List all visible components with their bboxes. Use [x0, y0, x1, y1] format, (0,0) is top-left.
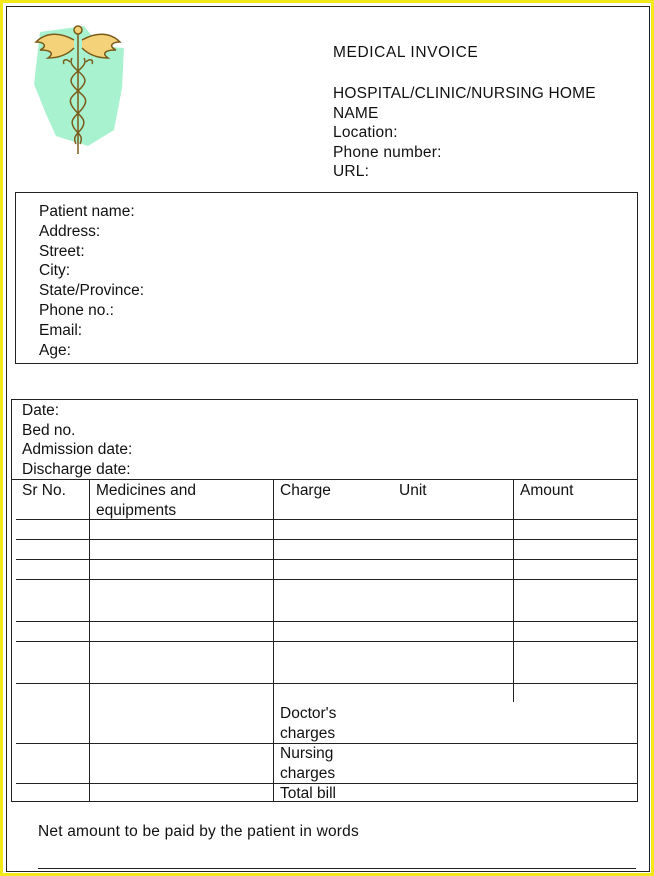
net-amount-label: Net amount to be paid by the patient in words [38, 823, 359, 840]
facility-line: HOSPITAL/CLINIC/NURSING HOME [333, 85, 596, 102]
billing-meta-field: Admission date: [22, 441, 133, 459]
table-rule [16, 683, 637, 684]
patient-field: Age: [39, 341, 71, 359]
facility-info [333, 84, 596, 182]
column-header-medicines-line: Medicines and [96, 482, 196, 499]
column-divider [273, 479, 274, 801]
patient-field: State/Province: [39, 282, 145, 300]
table-rule [16, 621, 637, 622]
table-rule [16, 559, 637, 560]
caduceus-logo [26, 18, 136, 158]
nursing-charges-line: Nursing [280, 745, 334, 762]
column-header-amount: Amount [520, 482, 574, 499]
doctor-charges-line: charges [280, 724, 336, 742]
table-rule [16, 641, 637, 642]
billing-meta-field: Date: [22, 402, 60, 419]
doctor-charges-line: Doctor's [280, 705, 337, 722]
column-divider [513, 479, 514, 702]
facility-line: Location: [333, 124, 398, 142]
column-header-unit: Unit [399, 482, 427, 499]
column-divider [89, 479, 90, 801]
doctor-charges-label [280, 704, 336, 743]
column-header-medicines [96, 481, 196, 520]
patient-field: Patient name: [39, 203, 135, 220]
patient-field: Email: [39, 321, 83, 339]
patient-field: City: [39, 262, 70, 280]
total-bill-label: Total bill [280, 785, 336, 800]
patient-field: Address: [39, 222, 101, 240]
billing-meta-field: Discharge date: [22, 460, 131, 478]
table-rule [16, 539, 637, 540]
billing-meta-field: Bed no. [22, 421, 76, 439]
net-amount-write-line [38, 868, 636, 869]
patient-field: Phone no.: [39, 301, 114, 319]
facility-line: NAME [333, 104, 379, 122]
column-header-charge: Charge [280, 482, 331, 499]
billing-table [11, 399, 638, 802]
table-rule [12, 479, 637, 480]
column-header-sr: Sr No. [22, 482, 66, 499]
patient-details-box [15, 192, 638, 364]
table-rule [16, 579, 637, 580]
patient-field: Street: [39, 242, 85, 260]
nursing-charges-label [280, 744, 335, 783]
column-header-medicines-line: equipments [96, 501, 177, 519]
invoice-title: MEDICAL INVOICE [333, 44, 479, 61]
nursing-charges-line: charges [280, 764, 336, 782]
facility-line: URL: [333, 163, 370, 181]
facility-line: Phone number: [333, 143, 442, 161]
